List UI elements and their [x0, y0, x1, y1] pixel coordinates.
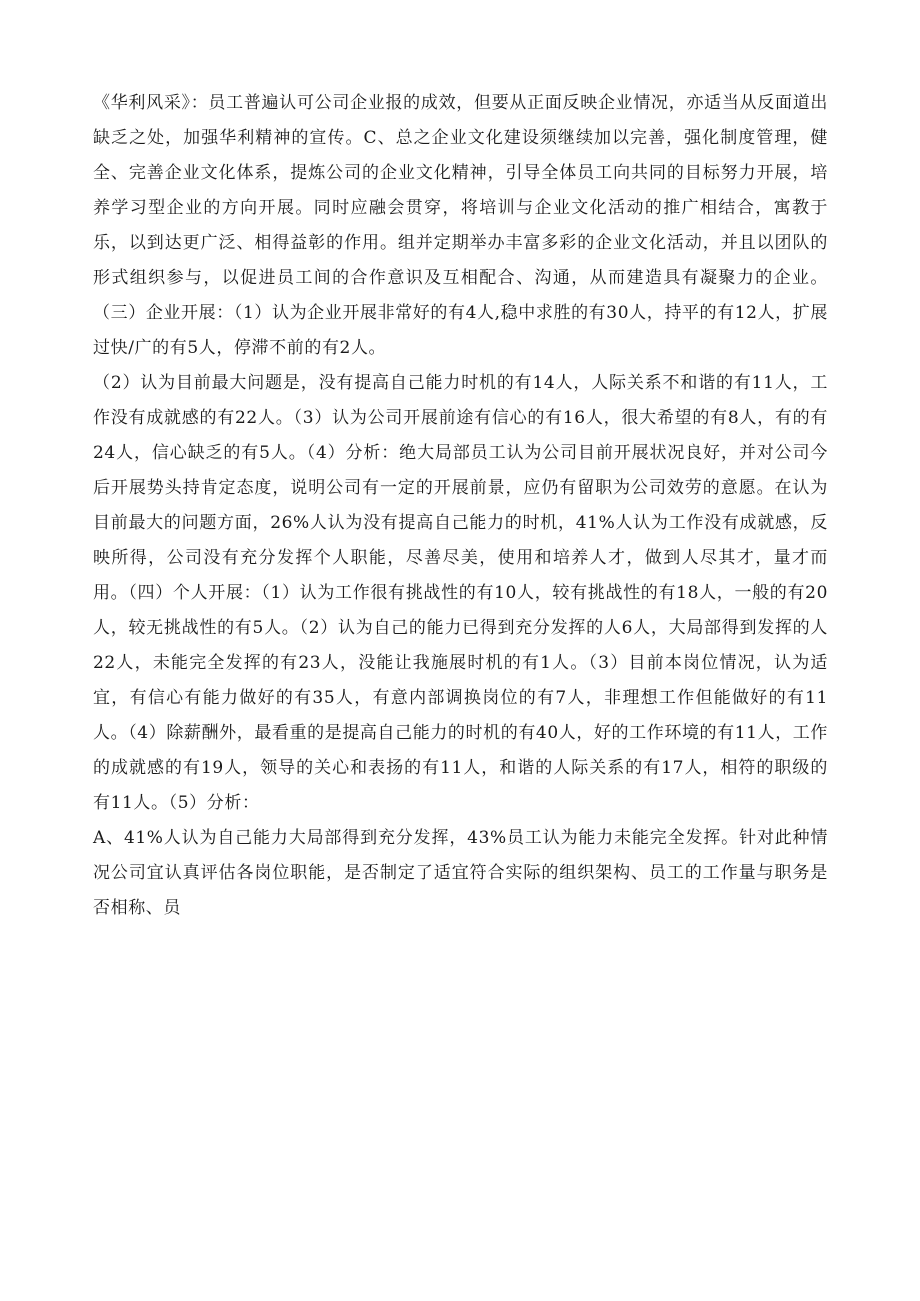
paragraph-corporate-culture-and-development: 《华利风采》：员工普遍认可公司企业报的成效，但要从正面反映企业情况，亦适当从反面道出缺乏之处，加强华利精神的宣传。C、总之企业文化建设须继续加以完善，强化制度管理，健全、完善企业文化体系，提炼公司的企业文化精神，引导全体员工向共同的目标努力开展，培养学习型企业的方向开展。同时应融会贯穿，将培训与企业文化活动的推广相结合，寓教于乐，以到达更广泛、相得益彰的作用。组并定期举办丰富多彩的企业文化活动，并且以团队的形式组织参与，以促进员工间的合作意识及互相配合、沟通，从而建造具有凝聚力的企业。（三）企业开展：（1）认为企业开展非常好的有4人,稳中求胜的有30人，持平的有12人，扩展过快/广的有5人，停滞不前的有2人。	[93, 93, 828, 358]
document-body	[93, 86, 828, 926]
paragraph-analysis-a: A、41%人认为自己能力大局部得到充分发挥，43%员工认为能力未能完全发挥。针对此种情况公司宜认真评估各岗位职能，是否制定了适宜符合实际的组织架构、员工的工作量与职务是否相称、员	[93, 828, 828, 918]
paragraph-problems-and-personal-development: （2）认为目前最大问题是，没有提高自己能力时机的有14人，人际关系不和谐的有11人，工作没有成就感的有22人。（3）认为公司开展前途有信心的有16人，很大希望的有8人，有的有24人，信心缺乏的有5人。（4）分析：绝大局部员工认为公司目前开展状况良好，并对公司今后开展势头持肯定态度，说明公司有一定的开展前景，应仍有留职为公司效劳的意愿。在认为目前最大的问题方面，26%人认为没有提高自己能力的时机，41%人认为工作没有成就感，反映所得，公司没有充分发挥个人职能，尽善尽美，使用和培养人才，做到人尽其才，量才而用。（四）个人开展：（1）认为工作很有挑战性的有10人，较有挑战性的有18人，一般的有20人，较无挑战性的有5人。（2）认为自己的能力已得到充分发挥的人6人，大局部得到发挥的人22人，未能完全发挥的有23人，没能让我施展时机的有1人。（3）目前本岗位情况，认为适宜，有信心有能力做好的有35人，有意内部调换岗位的有7人，非理想工作但能做好的有11人。（4）除薪酬外，最看重的是提高自己能力的时机的有40人，好的工作环境的有11人，工作的成就感的有19人，领导的关心和表扬的有11人，和谐的人际关系的有17人，相符的职级的有11人。（5）分析：	[93, 373, 828, 813]
